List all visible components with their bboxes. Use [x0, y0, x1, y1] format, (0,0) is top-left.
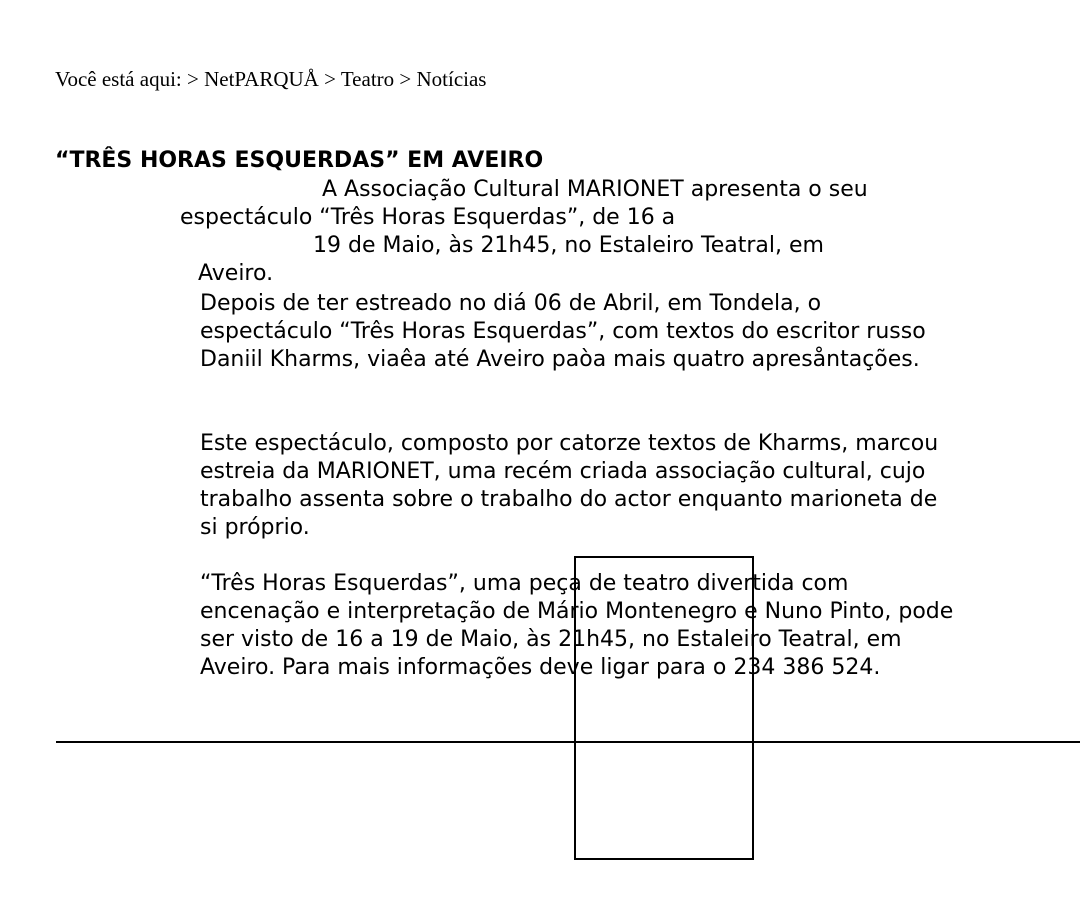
horizontal-divider: [56, 741, 1080, 743]
breadcrumb-separator: >: [318, 67, 341, 91]
breadcrumb-link-teatro[interactable]: Teatro: [340, 67, 395, 91]
breadcrumb-prefix: Você está aqui: >: [55, 67, 205, 91]
article-lead-line-4: Aveiro.: [198, 261, 274, 286]
breadcrumb-link-noticias[interactable]: Notícias: [416, 67, 487, 91]
breadcrumb: [55, 66, 486, 92]
article-title: “TRÊS HORAS ESQUERDAS” EM AVEIRO: [55, 148, 544, 173]
breadcrumb-separator: >: [394, 67, 417, 91]
empty-frame-box: [574, 556, 754, 860]
article-paragraph-1: Depois de ter estreado no diá 06 de Abril, em Tondela, o espectáculo “Três Horas Esquerdas”, com textos do escritor russo Daniil Kharms, viaêa até Aveiro paòa mais quatro apresåntações.: [200, 291, 926, 372]
article-paragraph-3: “Três Horas Esquerdas”, uma peça de teatro divertida com encenação e interpretação de Mário Montenegro e Nuno Pinto, pode ser visto de 16 a 19 de Maio, às 21h45, no Estaleiro Teatral, em Aveiro. Para mais informações deve ligar para o 234 386 524.: [200, 571, 954, 680]
breadcrumb-link-netparqua[interactable]: NetPARQUÅ: [204, 67, 319, 91]
article-lead-line-1: A Associação Cultural MARIONET apresenta o seu: [322, 177, 868, 202]
article-paragraph-2: Este espectáculo, composto por catorze textos de Kharms, marcou estreia da MARIONET, uma recém criada associação cultural, cujo trabalho assenta sobre o trabalho do actor enquanto marioneta de si próprio.: [200, 431, 939, 540]
article-lead-line-2: espectáculo “Três Horas Esquerdas”, de 16 a: [180, 205, 676, 230]
article-lead-line-3: 19 de Maio, às 21h45, no Estaleiro Teatral, em: [313, 233, 824, 258]
